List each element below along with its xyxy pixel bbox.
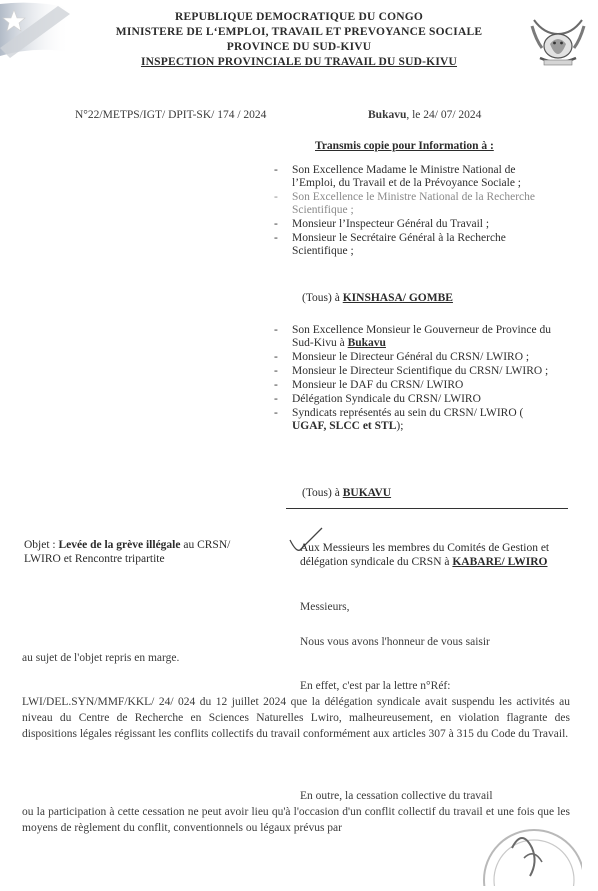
recipient-text: Son Excellence le Ministre National de la Recherche Scientifique ; <box>292 191 535 216</box>
recipients-list-bukavu <box>272 324 554 434</box>
recipient-text: Monsieur le DAF du CRSN/ LWIRO <box>292 379 464 391</box>
object-title: Levée de la grève illégale <box>58 539 181 551</box>
drc-flag-icon <box>0 0 70 60</box>
recipient-text: Monsieur le Secrétaire Général à la Recherche Scientifique ; <box>292 232 506 257</box>
destination-place: BUKAVU <box>342 487 392 499</box>
date-value: , le 24/ 07/ 2024 <box>406 109 482 121</box>
addressee-block <box>300 542 562 569</box>
recipient-text: Délégation Syndicale du CRSN/ LWIRO <box>292 393 481 405</box>
paragraph3-continuation: ou la participation à cette cessation ne peut avoir lieu qu'à l'occasion d'un conflit collectif du travail et une fois que les moyens de règlement du conflit, conventionnels ou légaux prévus par <box>22 806 570 834</box>
recipient-item <box>272 407 554 433</box>
dash-mark: - <box>274 351 278 363</box>
paragraph1-start: Nous vous avons l'honneur de vous saisir <box>300 636 490 648</box>
recipient-text: Monsieur l’Inspecteur Général du Travail ; <box>292 218 490 230</box>
dash-mark: - <box>274 393 278 405</box>
reference-number: N°22/METPS/IGT/ DPIT-SK/ 174 / 2024 <box>75 109 267 121</box>
paragraph2-start: En effet, c'est par la lettre n°Réf: <box>300 680 451 692</box>
header-ministry: MINISTERE DE L‘EMPLOI, TRAVAIL ET PREVOYANCE SOCIALE <box>115 26 483 38</box>
salutation: Messieurs, <box>300 601 350 613</box>
recipient-text: Monsieur le Directeur Scientifique du CRSN/ LWIRO ; <box>292 365 549 377</box>
recipient-item <box>272 218 554 231</box>
recipients-list-kinshasa <box>272 164 554 259</box>
dash-mark: - <box>274 407 278 419</box>
addressee-place: KABARE/ LWIRO <box>452 555 548 568</box>
paragraph2-continuation: LWI/DEL.SYN/MMF/KKL/ 24/ 024 du 12 juillet 2024 que la délégation syndicale avait suspendu les activités au niveau du Centre de Recherche en Sciences Naturelles Lwiro, malheureusement, en violation flagrante des dispositions légales régissant les conflits collectifs du travail conformément aux articles 307 à 315 du Code du Travail. <box>22 696 570 740</box>
letter-object <box>24 538 264 566</box>
copy-heading: Transmis copie pour Information à : <box>315 140 494 152</box>
date-line <box>368 109 481 121</box>
header-province: PROVINCE DU SUD-KIVU <box>226 41 372 53</box>
recipient-item <box>272 232 554 258</box>
destination-place: KINSHASA/ GOMBE <box>342 292 453 304</box>
union-names: UGAF, SLCC et STL <box>292 420 397 432</box>
dash-mark: - <box>274 191 278 203</box>
paragraph3-start: En outre, la cessation collective du travail <box>300 790 493 802</box>
object-rest: au CRSN/ LWIRO et Rencontre tripartite <box>24 539 231 565</box>
recipient-text: Son Excellence Monsieur le Gouverneur de Province du Sud-Kivu à <box>292 324 551 349</box>
official-stamp-icon <box>472 818 582 886</box>
paragraph1-continuation: au sujet de l'objet repris en marge. <box>22 652 180 664</box>
coat-of-arms-icon <box>528 10 588 72</box>
recipient-item <box>272 164 554 190</box>
recipient-suffix: ); <box>396 420 404 432</box>
recipient-item <box>272 351 554 364</box>
header-inspection <box>70 55 528 70</box>
recipient-text: Monsieur le Directeur Général du CRSN/ LWIRO ; <box>292 351 530 363</box>
destination-prefix: (Tous) à <box>302 487 343 499</box>
object-label: Objet : <box>24 539 59 551</box>
dash-mark: - <box>274 379 278 391</box>
recipient-place: Bukavu <box>347 337 386 349</box>
dash-mark: - <box>274 218 278 230</box>
addressee-text: Aux Messieurs les membres du Comités de Gestion et délégation syndicale du CRSN à <box>300 542 550 568</box>
group2-destination <box>302 487 391 499</box>
separator-line <box>286 508 568 509</box>
date-place: Bukavu <box>368 109 407 121</box>
recipient-item <box>272 379 554 392</box>
destination-prefix: (Tous) à <box>302 292 343 304</box>
header-inspection-text: INSPECTION PROVINCIALE DU TRAVAIL DU SUD-KIVU <box>140 56 458 68</box>
recipient-text: Syndicats représentés au sein du CRSN/ LWIRO ( <box>292 407 524 419</box>
recipient-item <box>272 365 554 378</box>
recipient-item <box>272 393 554 406</box>
recipient-item <box>272 324 554 350</box>
dash-mark: - <box>274 324 278 336</box>
recipient-text: Son Excellence Madame le Ministre National de l’Emploi, du Travail et de la Prévoyance Sociale ; <box>292 164 521 189</box>
dash-mark: - <box>274 232 278 244</box>
dash-mark: - <box>274 365 278 377</box>
header-republic: REPUBLIQUE DEMOCRATIQUE DU CONGO <box>174 11 424 23</box>
dash-mark: - <box>274 164 278 176</box>
recipient-item <box>272 191 554 217</box>
group1-destination <box>302 292 453 304</box>
